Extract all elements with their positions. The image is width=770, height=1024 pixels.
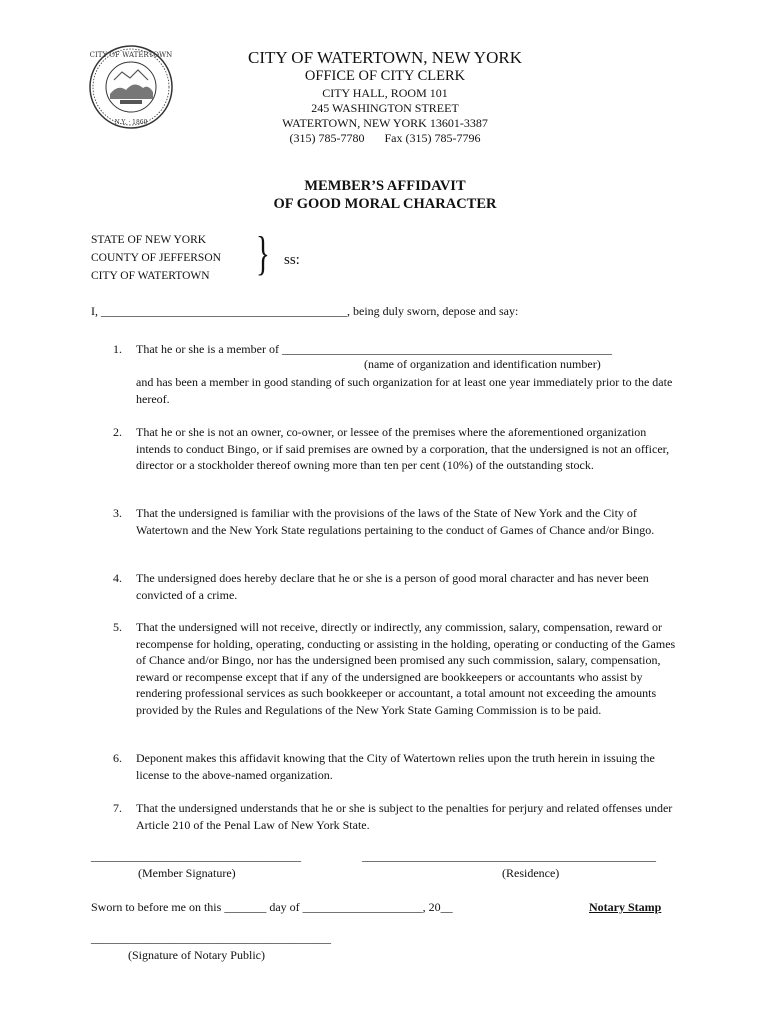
- city-name: CITY OF WATERTOWN, NEW YORK: [248, 48, 522, 67]
- phone-number: (315) 785-7780: [289, 131, 365, 145]
- item-number: 6.: [113, 751, 122, 765]
- item-text: Deponent makes this affidavit knowing that the City of Watertown relies upon the truth herein in issuing the license to the above-named organization.: [136, 751, 655, 782]
- item-text: The undersigned does hereby declare that he or she is a person of good moral character and has never been convicted of a crime.: [136, 571, 649, 602]
- item-text: That the undersigned understands that he or she is subject to the penalties for perjury and related offenses under Article 210 of the Penal Law of New York State.: [136, 801, 673, 832]
- item-number: 2.: [113, 425, 122, 439]
- phone-fax-line: [0, 131, 770, 146]
- address-line-3: WATERTOWN, NEW YORK 13601-3387: [282, 116, 488, 130]
- member-signature-label: (Member Signature): [138, 866, 236, 880]
- svg-text:CITY OF WATERTOWN: CITY OF WATERTOWN: [89, 51, 173, 59]
- notary-signature-line[interactable]: ________________________________________: [91, 931, 331, 945]
- address-line-2: 245 WASHINGTON STREET: [311, 101, 459, 115]
- item-text: and has been a member in good standing of such organization for at least one year immediately prior to the date hereof.: [136, 375, 673, 406]
- svg-text:N.Y. · 1869: N.Y. · 1869: [114, 119, 148, 126]
- residence-line[interactable]: _________________________________________________: [362, 849, 656, 863]
- venue-county: COUNTY OF JEFFERSON: [91, 252, 221, 264]
- affidavit-title-line-2: OF GOOD MORAL CHARACTER: [273, 196, 497, 212]
- item-number: 7.: [113, 801, 122, 815]
- venue-brace: }: [256, 227, 270, 280]
- item-number: 1.: [113, 342, 122, 356]
- fax-number: Fax (315) 785-7796: [384, 131, 481, 145]
- office-name: OFFICE OF CITY CLERK: [304, 68, 466, 84]
- deponent-intro: I, _________________________________________, being duly sworn, depose and say:: [91, 304, 519, 318]
- item-number: 3.: [113, 506, 122, 520]
- organization-field-note: (name of organization and identification number): [364, 357, 601, 371]
- notary-stamp-label: Notary Stamp: [589, 900, 662, 914]
- venue-block: [91, 231, 221, 285]
- affidavit-title-line-1: MEMBER’S AFFIDAVIT: [304, 178, 466, 194]
- item-number: 5.: [113, 620, 122, 634]
- member-signature-line[interactable]: ___________________________________: [91, 849, 301, 863]
- venue-city: CITY OF WATERTOWN: [91, 270, 210, 282]
- item-text: That he or she is not an owner, co-owner, or lessee of the premises where the aforementioned organization intends to conduct Bingo, or if said premises are owned by a corporation, that the undersigned is not an officer, director or a stockholder thereof owning more than ten per cent (10%) of the outstanding stock.: [136, 425, 670, 472]
- item-text: That the undersigned will not receive, directly or indirectly, any commission, salary, compensation, reward or recompense for holding, operating, conducting or assisting in the holding, operating or conducting of the Games of Chance and/or Bingo, nor has the undersigned been promised any such commission, salary, compensation, reward or recompense except that if any of the undersigned are bookkeepers or accountants who assist by rendering professional services as such bookkeeper or accountant, a total amount not exceeding the amounts provided by the Rules and Regulations of the New York State Gaming Commission is to be paid.: [136, 620, 676, 717]
- notary-signature-label: (Signature of Notary Public): [128, 948, 265, 962]
- address-line-1: CITY HALL, ROOM 101: [322, 86, 448, 100]
- item-text: That the undersigned is familiar with the provisions of the laws of the State of New York and the City of Watertown and the New York State regulations pertaining to the conduct of Games of Chance and/or Bingo.: [136, 506, 655, 537]
- sworn-statement: Sworn to before me on this _______ day of ____________________, 20__: [91, 900, 453, 914]
- venue-state: STATE OF NEW YORK: [91, 234, 207, 246]
- item-text: That he or she is a member of _______________________________________________________: [136, 342, 612, 356]
- item-number: 4.: [113, 571, 122, 585]
- venue-ss: ss:: [284, 252, 300, 268]
- residence-label: (Residence): [502, 866, 560, 880]
